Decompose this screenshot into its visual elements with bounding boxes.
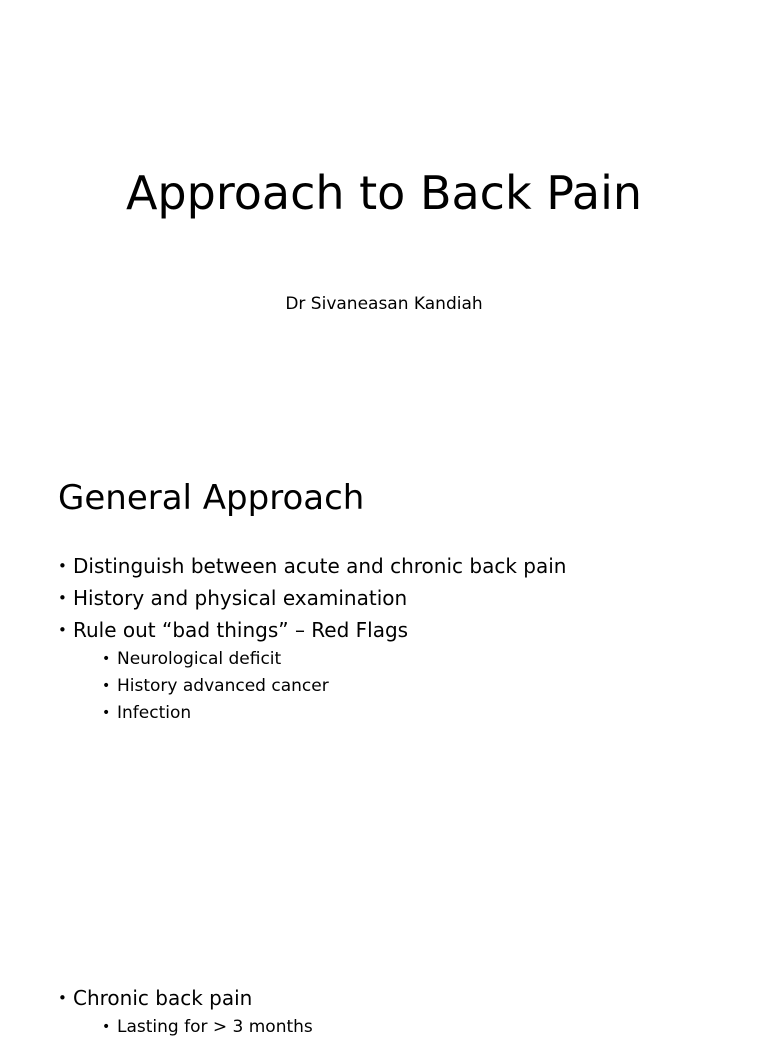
bullet-item: • History and physical examination	[58, 582, 566, 614]
slide-author: Dr Sivaneasan Kandiah	[285, 294, 483, 314]
sub-bullet-item: • Lasting for > 3 months	[73, 1014, 313, 1041]
bullet-item	[58, 614, 566, 727]
bullet-item	[58, 982, 313, 1041]
sub-bullet-item: • Neurological deficit	[73, 646, 566, 673]
slide-heading: General Approach	[58, 478, 365, 518]
bullet-item: • Distinguish between acute and chronic back pain	[58, 550, 566, 582]
sub-bullet-list	[73, 1014, 313, 1041]
sub-bullet-item: • History advanced cancer	[73, 673, 566, 700]
bullet-item-text: Rule out “bad things” – Red Flags	[73, 618, 409, 642]
next-slide-bullet-list	[58, 982, 313, 1041]
slide-title: Approach to Back Pain	[125, 166, 643, 220]
bullet-item-text: Chronic back pain	[73, 986, 253, 1010]
sub-bullet-item: • Infection	[73, 700, 566, 727]
sub-bullet-list	[73, 646, 566, 727]
bullet-list	[58, 550, 566, 727]
general-approach-slide	[0, 430, 768, 1037]
title-slide	[0, 0, 768, 420]
